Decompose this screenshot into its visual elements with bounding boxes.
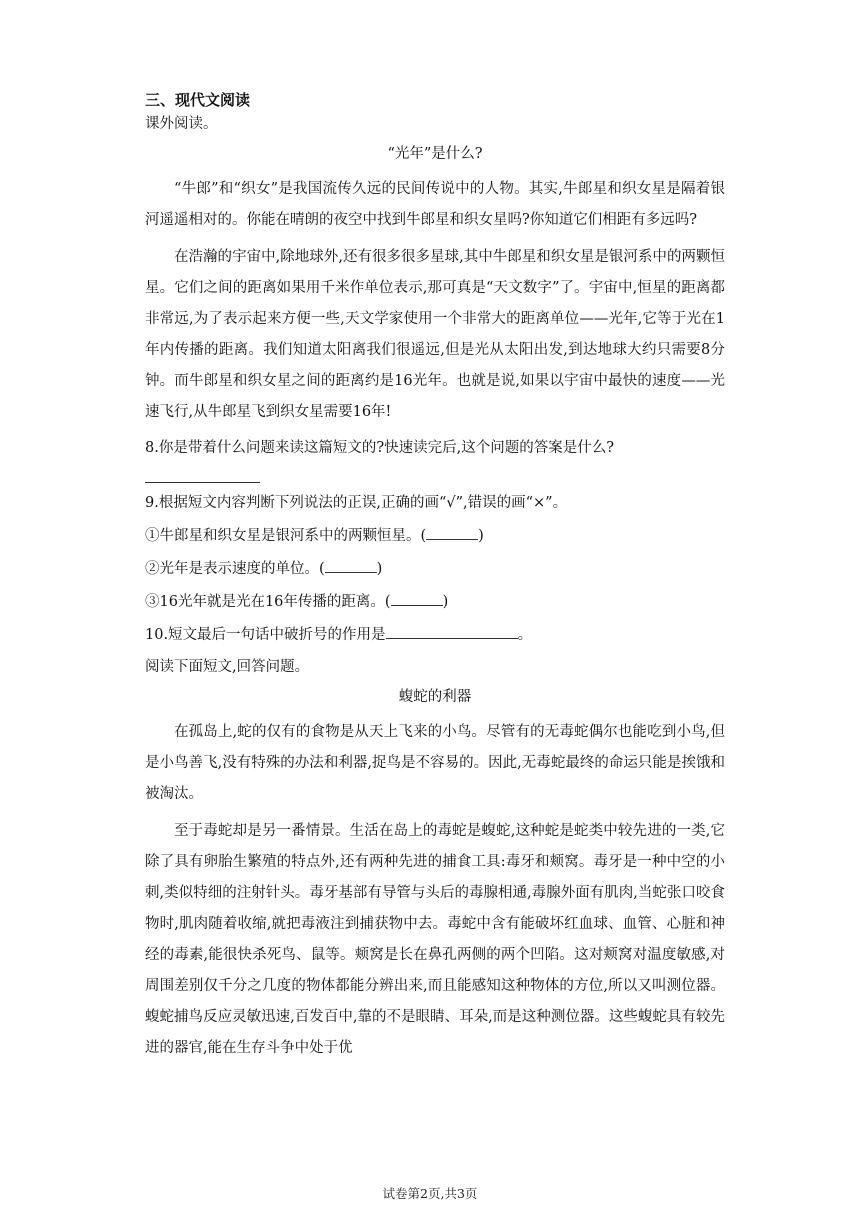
question-9-item-1-text: ①牛郎星和织女星是银河系中的两颗恒星。 <box>145 528 421 544</box>
question-9-item-3-text: ③16光年就是光在16年传播的距离。 <box>145 594 385 610</box>
passage2-title: 蝮蛇的利器 <box>398 689 472 705</box>
question-9-item-3: ③16光年就是光在16年传播的距离。( ) <box>145 589 725 614</box>
question-9-item-2-text: ②光年是表示速度的单位。 <box>145 561 319 577</box>
question-10-text: 10.短文最后一句话中破折号的作用是 <box>145 627 386 643</box>
question-8-answer-line[interactable] <box>145 460 260 483</box>
question-9-item-1: ①牛郎星和织女星是银河系中的两颗恒星。( ) <box>145 523 725 548</box>
passage1-paragraph-1: “牛郎”和“织女”是我国流传久远的民间传说中的人物。其实,牛郎星和织女星是隔着银河遥遥相对的。你能在晴朗的夜空中找到牛郎星和织女星吗?你知道它们相距有多远吗? <box>145 181 725 228</box>
section-heading: 三、现代文阅读 <box>145 91 251 109</box>
question-10-blank[interactable] <box>386 622 518 639</box>
exam-page <box>145 88 725 1070</box>
passage2-paragraph-1: 在孤岛上,蛇的仅有的食物是从天上飞来的小鸟。尽管有的无毒蛇偶尔也能吃到小鸟,但是小鸟善飞,没有特殊的办法和利器,捉鸟是不容易的。因此,无毒蛇最终的命运只能是挨饿和被淘汰。 <box>145 724 725 802</box>
page-footer: 试卷第2页,共3页 <box>382 1186 478 1201</box>
question-9-item-2-blank[interactable] <box>325 556 377 573</box>
question-9-item-1-blank[interactable] <box>426 523 478 540</box>
question-9-item-3-blank[interactable] <box>391 589 443 606</box>
question-9: 9.根据短文内容判断下列说法的正误,正确的画“√”,错误的画“×”。 <box>145 495 568 511</box>
section-intro: 课外阅读。 <box>145 116 218 132</box>
passage1-paragraph-2: 在浩瀚的宇宙中,除地球外,还有很多很多星球,其中牛郎星和织女星是银河系中的两颗恒星。它们之间的距离如果用千米作单位表示,那可真是“天文数字”了。宇宙中,恒星的距离都非常远,为了表示起来方便一些,天文学家使用一个非常大的距离单位——光年,它等于光在1年内传播的距离。我们知道太阳离我们很遥远,但是光从太阳出发,到达地球大约只需要8分钟。而牛郎星和织女星之间的距离约是16光年。也就是说,如果以宇宙中最快的速度——光速飞行,从牛郎星飞到织女星需要16年! <box>145 249 725 420</box>
question-10 <box>145 622 725 647</box>
question-9-item-2: ②光年是表示速度的单位。( ) <box>145 556 725 581</box>
question-8: 8.你是带着什么问题来读这篇短文的?快速读完后,这个问题的答案是什么? <box>145 440 614 456</box>
question-10-suffix: 。 <box>517 627 533 643</box>
passage1-title: “光年”是什么? <box>387 146 483 162</box>
passage2-paragraph-2: 至于毒蛇却是另一番情景。生活在岛上的毒蛇是蝮蛇,这种蛇是蛇类中较先进的一类,它除了具有卵胎生繁殖的特点外,还有两种先进的捕食工具:毒牙和颊窝。毒牙是一种中空的小刺,类似特细的注射针头。毒牙基部有导管与头后的毒腺相通,毒腺外面有肌肉,当蛇张口咬食物时,肌肉随着收缩,就把毒液注到捕获物中去。毒蛇中含有能破坏红血球、血管、心脏和神经的毒素,能很快杀死鸟、鼠等。颊窝是长在鼻孔两侧的两个凹陷。这对颊窝对温度敏感,对周围差别仅千分之几度的物体都能分辨出来,而且能感知这种物体的方位,所以又叫测位器。蝮蛇捕鸟反应灵敏迅速,百发百中,靠的不是眼睛、耳朵,而是这种测位器。这些蝮蛇具有较先进的器官,能在生存斗争中处于优 <box>145 823 725 1056</box>
passage2-intro: 阅读下面短文,回答问题。 <box>145 659 310 675</box>
